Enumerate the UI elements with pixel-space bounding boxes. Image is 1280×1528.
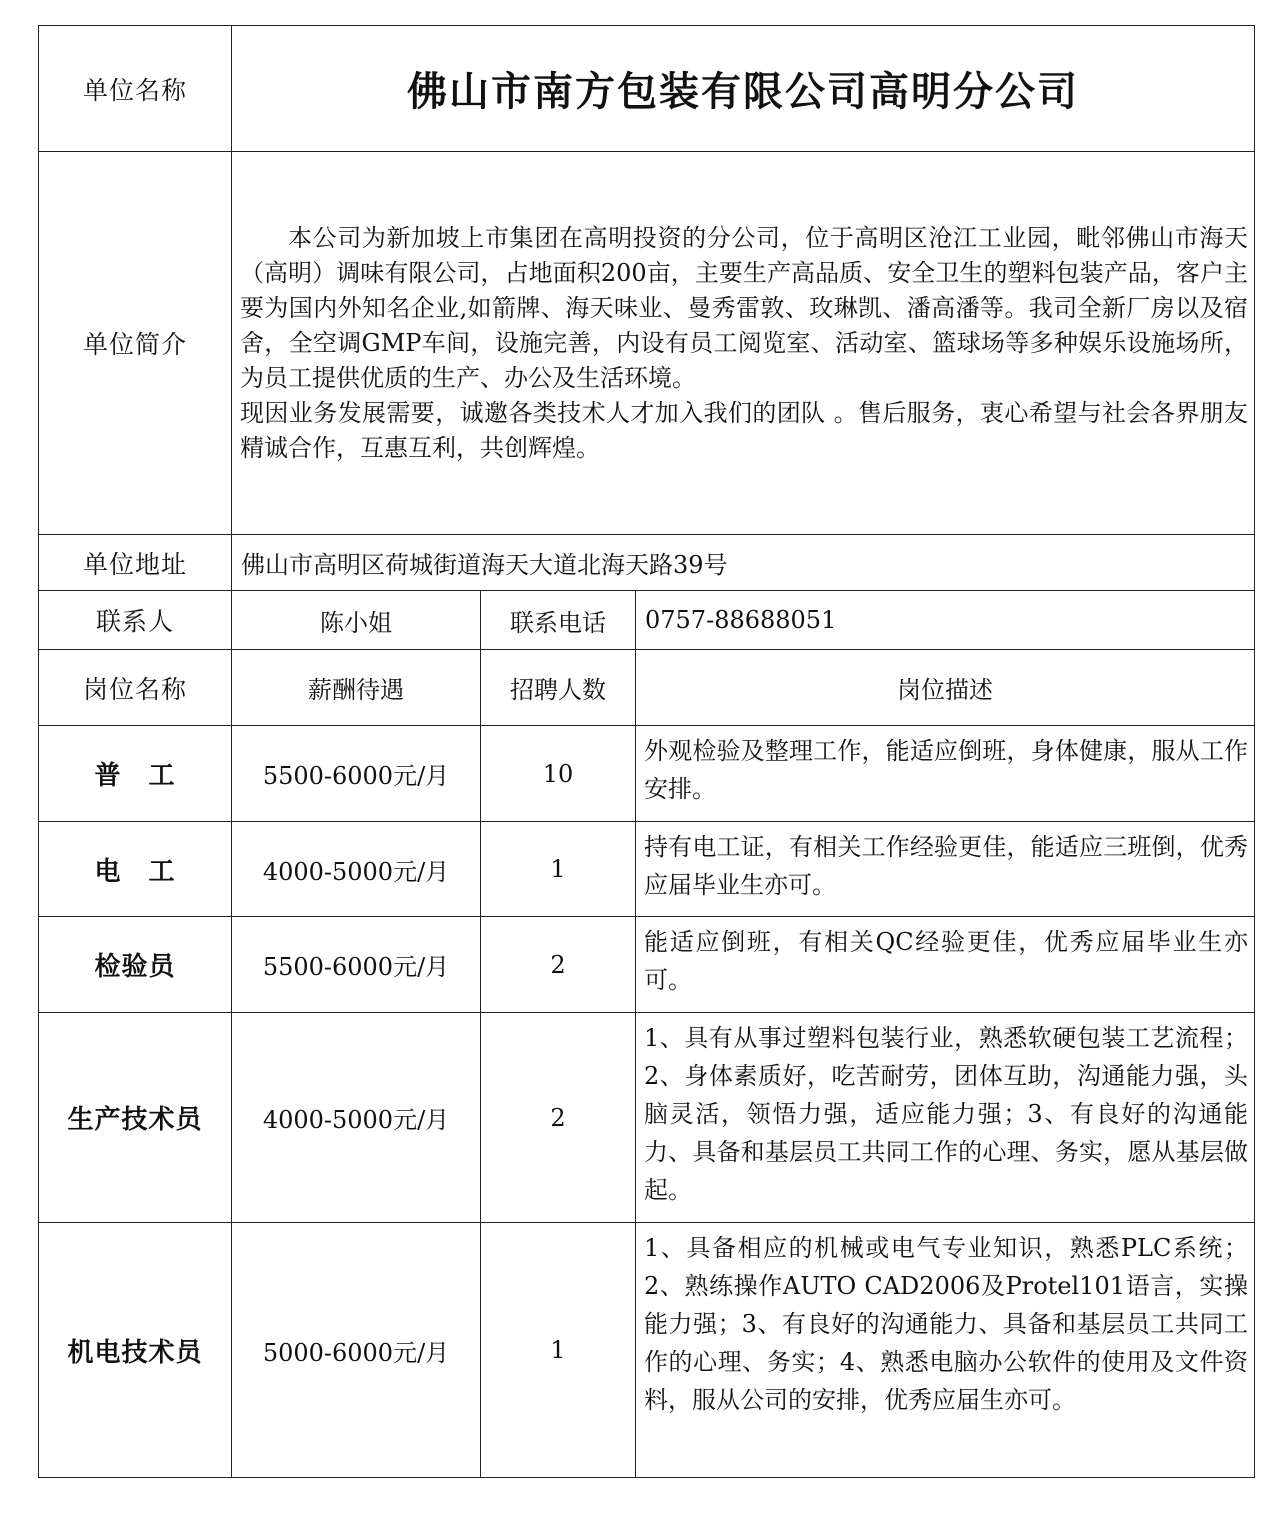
job-salary: 5500-6000元/月 bbox=[232, 917, 481, 1013]
job-title: 电 工 bbox=[39, 822, 232, 917]
job-description: 1、具有从事过塑料包装行业，熟悉软硬包装工艺流程；2、身体素质好，吃苦耐劳，团体互助，沟通能力强，头脑灵活，领悟力强，适应能力强；3、有良好的沟通能力、具备和基层员工共同工作的心理、务实，愿从基层做起。 bbox=[636, 1013, 1255, 1223]
job-salary: 4000-5000元/月 bbox=[232, 1013, 481, 1223]
job-description: 持有电工证，有相关工作经验更佳，能适应三班倒，优秀应届毕业生亦可。 bbox=[636, 822, 1255, 917]
table-row bbox=[39, 822, 1255, 917]
jobs-header-row bbox=[39, 650, 1255, 726]
address-value: 佛山市高明区荷城街道海天大道北海天路39号 bbox=[232, 535, 1255, 591]
contact-value: 陈小姐 bbox=[232, 591, 481, 650]
company-intro-label: 单位简介 bbox=[39, 152, 232, 535]
job-count: 10 bbox=[481, 726, 636, 822]
table-row bbox=[39, 917, 1255, 1013]
job-description: 能适应倒班，有相关QC经验更佳，优秀应届毕业生亦可。 bbox=[636, 917, 1255, 1013]
recruitment-table bbox=[38, 25, 1255, 1478]
company-name-label: 单位名称 bbox=[39, 26, 232, 152]
address-label: 单位地址 bbox=[39, 535, 232, 591]
company-name-row bbox=[39, 26, 1255, 152]
job-count: 1 bbox=[481, 1223, 636, 1478]
header-salary: 薪酬待遇 bbox=[232, 650, 481, 726]
job-title: 普 工 bbox=[39, 726, 232, 822]
intro-paragraph-1: 本公司为新加坡上市集团在高明投资的分公司，位于高明区沧江工业园，毗邻佛山市海天（高明）调味有限公司，占地面积200亩，主要生产高品质、安全卫生的塑料包装产品，客户主要为国内外知名企业,如箭牌、海天味业、曼秀雷敦、玫琳凯、潘高潘等。我司全新厂房以及宿舍，全空调GMP车间，设施完善，内设有员工阅览室、活动室、篮球场等多种娱乐设施场所，为员工提供优质的生产、办公及生活环境。 bbox=[240, 223, 1249, 392]
job-title: 生产技术员 bbox=[39, 1013, 232, 1223]
job-title: 机电技术员 bbox=[39, 1223, 232, 1478]
job-count: 2 bbox=[481, 1013, 636, 1223]
job-salary: 5000-6000元/月 bbox=[232, 1223, 481, 1478]
company-name: 佛山市南方包装有限公司高明分公司 bbox=[232, 26, 1255, 152]
intro-paragraph-2: 现因业务发展需要，诚邀各类技术人才加入我们的团队 。售后服务，衷心希望与社会各界朋友精诚合作，互惠互利，共创辉煌。 bbox=[240, 398, 1249, 462]
phone-label: 联系电话 bbox=[481, 591, 636, 650]
header-job-title: 岗位名称 bbox=[39, 650, 232, 726]
table-row bbox=[39, 1013, 1255, 1223]
company-intro bbox=[232, 152, 1255, 535]
table-row bbox=[39, 1223, 1255, 1478]
contact-label: 联系人 bbox=[39, 591, 232, 650]
job-description: 1、具备相应的机械或电气专业知识，熟悉PLC系统；2、熟练操作AUTO CAD2006及Protel101语言，实操能力强；3、有良好的沟通能力、具备和基层员工共同工作的心理、务实；4、熟悉电脑办公软件的使用及文件资料，服从公司的安排，优秀应届生亦可。 bbox=[636, 1223, 1255, 1478]
job-salary: 5500-6000元/月 bbox=[232, 726, 481, 822]
job-count: 1 bbox=[481, 822, 636, 917]
company-intro-row bbox=[39, 152, 1255, 535]
contact-row bbox=[39, 591, 1255, 650]
header-count: 招聘人数 bbox=[481, 650, 636, 726]
phone-value: 0757-88688051 bbox=[636, 591, 1255, 650]
job-salary: 4000-5000元/月 bbox=[232, 822, 481, 917]
job-count: 2 bbox=[481, 917, 636, 1013]
job-description: 外观检验及整理工作，能适应倒班，身体健康，服从工作安排。 bbox=[636, 726, 1255, 822]
job-title: 检验员 bbox=[39, 917, 232, 1013]
table-row bbox=[39, 726, 1255, 822]
header-description: 岗位描述 bbox=[636, 650, 1255, 726]
address-row bbox=[39, 535, 1255, 591]
